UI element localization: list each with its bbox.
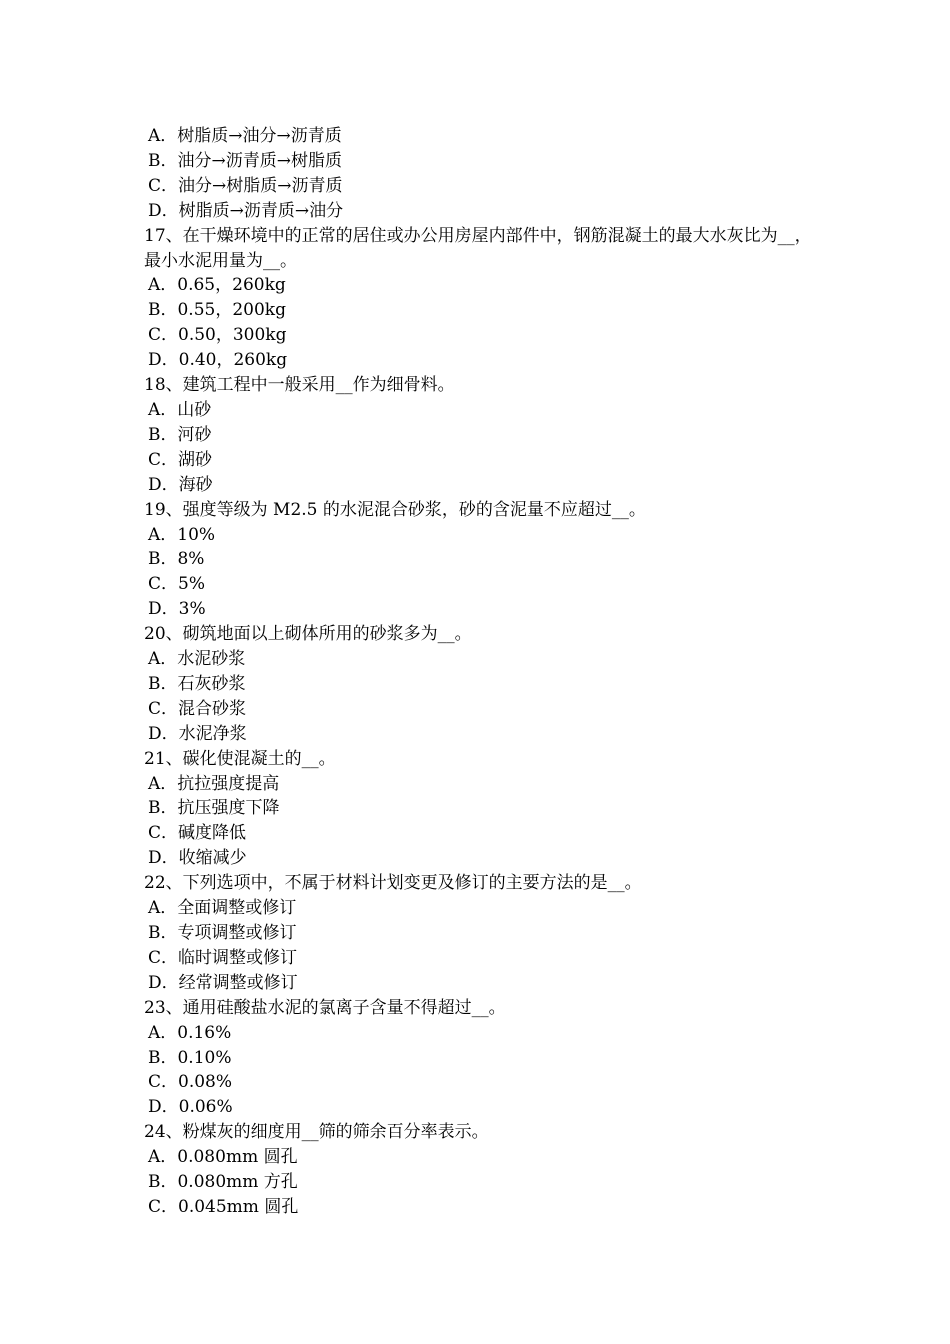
answer-option: A．水泥砂浆 [148, 649, 246, 670]
answer-option: A．10% [148, 524, 216, 545]
question-text: 21、碳化使混凝土的__。 [144, 748, 336, 769]
document-body [144, 124, 814, 1220]
question-text: 19、强度等级为 M2.5 的水泥混合砂浆，砂的含泥量不应超过__。 [144, 499, 646, 520]
answer-option: A．0.16% [148, 1022, 232, 1043]
answer-option: B．石灰砂浆 [148, 673, 246, 694]
answer-option: A．抗拉强度提高 [148, 773, 280, 794]
answer-option: A．0.65，260kg [148, 275, 286, 296]
question-text: 18、建筑工程中一般采用__作为细骨料。 [144, 375, 455, 396]
answer-option: B．0.080mm 方孔 [148, 1172, 298, 1193]
answer-option: B．油分→沥青质→树脂质 [148, 150, 342, 171]
question-text: 24、粉煤灰的细度用__筛的筛余百分率表示。 [144, 1122, 489, 1143]
answer-option: D．经常调整或修订 [148, 972, 298, 993]
answer-option: B．0.10% [148, 1047, 232, 1068]
answer-option: B．8% [148, 549, 205, 570]
answer-option: B．抗压强度下降 [148, 798, 280, 819]
answer-option: D．水泥净浆 [148, 723, 247, 744]
question-text: 23、通用硅酸盐水泥的氯离子含量不得超过__。 [144, 997, 506, 1018]
answer-option: C．临时调整或修订 [148, 947, 298, 968]
answer-option: D．收缩减少 [148, 848, 247, 869]
question-text: 22、下列选项中，不属于材料计划变更及修订的主要方法的是__。 [144, 873, 642, 894]
answer-option: D．海砂 [148, 474, 213, 495]
answer-option: C．0.50，300kg [148, 325, 287, 346]
answer-option: B．河砂 [148, 424, 212, 445]
answer-option: C．碱度降低 [148, 823, 247, 844]
answer-option: D．树脂质→沥青质→油分 [148, 200, 344, 221]
question-text: 20、砌筑地面以上砌体所用的砂浆多为__。 [144, 624, 472, 645]
answer-option: C．0.08% [148, 1072, 233, 1093]
question-text: 17、在干燥环境中的正常的居住或办公用房屋内部件中，钢筋混凝土的最大水灰比为__，最小水泥用量为__。 [144, 225, 812, 271]
answer-option: A．树脂质→油分→沥青质 [148, 126, 342, 146]
answer-option: C．5% [148, 574, 205, 595]
answer-option: B．0.55，200kg [148, 300, 286, 321]
answer-option: A．全面调整或修订 [148, 898, 297, 919]
answer-option: C．混合砂浆 [148, 698, 247, 719]
answer-option: D．3% [148, 599, 206, 620]
answer-option: A．0.080mm 圆孔 [148, 1147, 298, 1168]
answer-option: C．油分→树脂质→沥青质 [148, 175, 343, 196]
answer-option: C．湖砂 [148, 449, 213, 470]
answer-option: A．山砂 [148, 399, 212, 420]
answer-option: D．0.06% [148, 1097, 233, 1118]
answer-option: C．0.045mm 圆孔 [148, 1196, 299, 1217]
answer-option: B．专项调整或修订 [148, 923, 297, 943]
answer-option: D．0.40，260kg [148, 350, 288, 371]
